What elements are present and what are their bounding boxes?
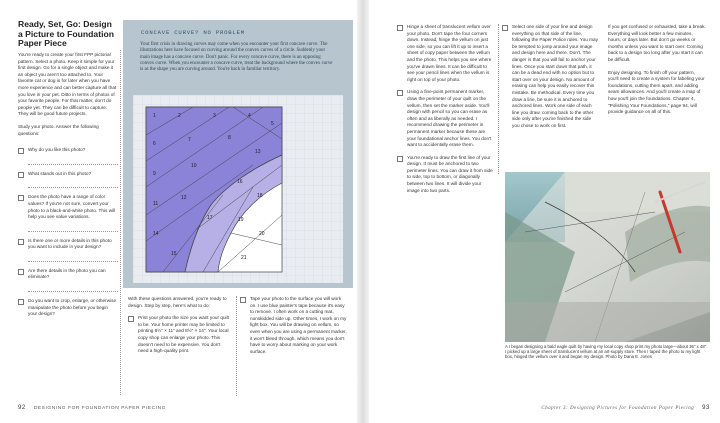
step-tape-photo: Tape your photo to the surface you will work on. I use blue painter's tape because it's easy to remove. I often work on a cutting mat, nonskidded side up. Other times, I work on my light box. You will be drawing on vellum, so even when you are using a permanent marker, it won't bleed through, which means you don't have to worry about marking on your work surface. — [240, 296, 348, 355]
piece-number: 13 — [255, 149, 261, 155]
photo-caption: A I began designing a bald eagle quilt by having my local copy shop print my photo large—about 36" x 48". I picked up a large sheet of translucent vellum at an art-supply store. Then I taped the photo to my light box, hinged the vellum over it and began my design. Photo by Dana E. Jones — [505, 344, 708, 360]
column-divider — [120, 50, 121, 395]
page-number-left: 92 — [18, 405, 26, 411]
piece-number: 17 — [207, 215, 213, 221]
checkbox-square — [18, 148, 24, 154]
right-page-column-3 — [608, 24, 706, 122]
step-hinge-vellum: Hinge a sheet of translucent vellum over your photo. Don't tape the four corners down. Instead, hinge the vellum on just one side, so you can lift it up to insert a sheet of copy paper between the vellum and the photo. This helps you see where you've drawn lines. It can be difficult to see your pencil lines when the vellum is right on top of your photo. — [397, 24, 493, 83]
piece-number: 12 — [181, 195, 187, 201]
step-first-line: You're ready to draw the first line of your design. It must be anchored to two perimeter lines. You can draw it from side to side, top to bottom, or diagonally between two lines. It will divide your image into two parts. — [397, 155, 493, 195]
intro-paragraph: You're ready to create your first FPP pictorial pattern. Select a photo. Keep it simple for your first design. Go for a single object and make it an object you aren't too attached to. Your favorite cat or dog is for later when you have more experience and can better capture all that you love in your pet. Ditto in terms of photos of your favorite people. For that matter, don't do people yet. They can be difficult to capture. They will be good future projects. — [18, 52, 117, 117]
piece-number: 2 — [178, 113, 181, 119]
checkbox-square — [18, 172, 24, 178]
eagle-design-photo — [505, 172, 710, 342]
break-paragraph: If you get confused or exhausted, take a break. Everything will look better a few minutes, hours, or days later. But don't go weeks or months unless you want to start over. Coming back to a design too long after you start it can be difficult. — [608, 24, 706, 62]
checkbox-square — [18, 299, 24, 305]
section-heading: Ready, Set, Go: Design a Picture to Foundation Paper Piece — [18, 19, 114, 49]
bullet-square — [397, 90, 403, 96]
middle-column — [128, 296, 232, 361]
left-footer — [18, 405, 166, 411]
diagram-frame — [133, 95, 343, 283]
question-4: Is there one or more details in this photo you want to include in your design? — [18, 238, 118, 251]
right-footer — [541, 405, 710, 411]
bullet-square — [502, 25, 508, 31]
checkbox-square — [18, 239, 24, 245]
piece-number: 5 — [271, 121, 274, 127]
step-draw-perimeter: Using a fine-point permanent marker, draw the perimeter of your quilt on the vellum, then set the marker aside. You'll design with pencil so you can erase as often and as liberally as needed. I recommend drawing the perimeter in permanent marker because these are your foundational anchor lines. You don't want to accidentally erase them. — [397, 89, 493, 148]
piece-number: 6 — [153, 141, 156, 147]
diagram-shapes — [146, 107, 282, 272]
running-head-right: Chapter 3: Designing Pictures for Foundation Paper Piecing — [541, 406, 695, 411]
running-head-left: DESIGNING FOR FOUNDATION PAPER PIECING — [33, 406, 166, 411]
piece-number: 10 — [191, 163, 197, 169]
question-1: Why do you like this photo? — [18, 147, 118, 154]
bullet-square — [397, 156, 403, 162]
question-6: Do you want to crop, enlarge, or otherwise manipulate the photo before you begin your design? — [18, 298, 118, 318]
enjoy-paragraph: Enjoy designing. To finish off your pattern, you'll need to create a system for labeling your foundations, cutting them apart, and adding seam allowances. And you'll create a map of how you'll join the foundations. Chapter 4, "Polishing Your Foundations," page 94, will provide guidance on all of this. — [608, 69, 705, 115]
answer-line — [28, 157, 118, 165]
piece-number: 1 — [153, 113, 156, 119]
bullet-square — [397, 25, 403, 31]
left-column — [18, 52, 118, 325]
piece-number: 9 — [153, 171, 156, 177]
answer-line — [28, 254, 118, 262]
piece-number: 7 — [188, 137, 191, 143]
checkbox-square — [18, 269, 24, 275]
answer-line — [28, 224, 118, 232]
piece-number: 4 — [248, 113, 251, 119]
step-print-photo: Print your photo the size you want your quilt to be. Your home printer may be limited to printing 8½" × 11" and 8½" × 14". Your local copy shop can enlarge your photo. This doesn't need to be expensive. You don't need a high-quality print. — [128, 315, 232, 355]
study-line: Study your photo. Answer the following questions: — [18, 123, 99, 136]
piece-number: 15 — [171, 251, 177, 257]
concave-curve-diagram — [133, 95, 343, 283]
piece-number: 19 — [238, 217, 244, 223]
sidebar-text: Your first crisis in drawing curves may come when you encounter your first concave curve. The illustrations here have focused on curving around the convex curves of a circle. Suddenly your main image has a concave curve. Don't panic. For every concave curve, there is an opposing convex curve. When you encounter a concave curve, treat the background where the convex curve is as the shape you are curving around. You're back in familiar territory. — [140, 42, 333, 73]
piece-number: 8 — [228, 135, 231, 141]
column-divider — [236, 296, 237, 396]
right-column — [240, 296, 348, 361]
piece-number: 3 — [213, 113, 216, 119]
photo-illustration — [505, 172, 710, 342]
answer-line — [28, 180, 118, 188]
bullet-square — [240, 297, 246, 303]
concave-curve-sidebar — [123, 20, 353, 288]
step-one-side: Select one side of your line and design everything on that side of the line, following the Paper Police rules. You may be tempted to jump around your image and design here and there. Don't. The danger is that you will fail to anchor your lines. Once you start down that path, it can be a dead end with no option but to start over on your design. No amount of erasing can help you easily recover this mistake. Be methodical. Every time you draw a line, be sure it is anchored to anchored lines. Work one side of each line you draw, coming back to the other side only after you've finished the side you chose to work on first. — [502, 24, 598, 130]
sidebar-title: CONCAVE CURVE? NO PROBLEM — [141, 29, 245, 36]
bullet-square — [128, 316, 134, 322]
question-2: What stands out in this photo? — [18, 171, 118, 178]
piece-number: 20 — [259, 231, 265, 237]
piece-number: 16 — [237, 179, 243, 185]
book-gutter — [357, 0, 369, 423]
piece-number: 14 — [153, 231, 159, 237]
right-page-column-2 — [502, 24, 598, 136]
question-5: Are there details in the photo you can eliminate? — [18, 268, 118, 281]
checkbox-square — [18, 195, 24, 201]
page-number-right: 93 — [702, 405, 710, 411]
piece-number: 21 — [241, 255, 247, 261]
column-divider — [498, 24, 499, 174]
right-page-column-1 — [397, 24, 493, 200]
mid-intro: With these questions answered, you're ready to design. Step by step, here's what to do: — [128, 296, 227, 308]
answer-line — [28, 284, 118, 292]
piece-number: 18 — [257, 193, 263, 199]
question-3: Does the photo have a range of color values? If you're not sure, convert your photo to a black-and-white photo. This will help you see value variations. — [18, 194, 118, 220]
piece-number: 11 — [153, 201, 159, 207]
